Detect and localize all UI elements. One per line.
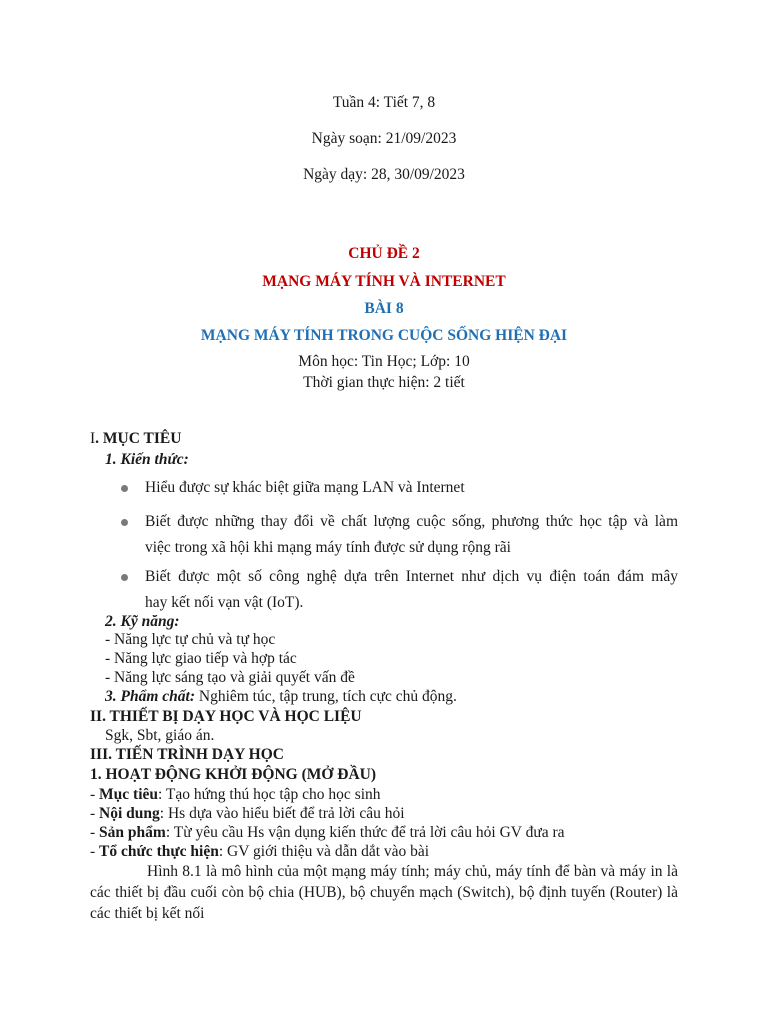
item-label: Sản phẩm [99,824,166,841]
subject-line: Môn học: Tin Học; Lớp: 10 [298,353,470,370]
activity-1-heading: 1. HOẠT ĐỘNG KHỞI ĐỘNG (MỞ ĐẦU) [90,766,377,783]
section-3-heading: III. TIẾN TRÌNH DẠY HỌC [90,746,284,763]
lesson-name: MẠNG MÁY TÍNH TRONG CUỘC SỐNG HIỆN ĐẠI [200,327,568,344]
skill-item-1: - Năng lực tự chủ và tự học [105,631,276,648]
topic-title: CHỦ ĐỀ 2 [348,245,420,262]
knowledge-bullet-1: Hiểu được sự khác biệt giữa mạng LAN và Internet [145,479,465,496]
knowledge-bullet-3-line-2: hay kết nối vạn vật (IoT). [145,594,304,611]
quality-heading: 3. Phẩm chất: [105,688,195,705]
skill-item-3: - Năng lực sáng tạo và giải quyết vấn đề [105,669,355,686]
activity-item-objective [90,786,381,804]
item-text: : Hs dựa vào hiểu biết để trả lời câu hỏi [159,805,405,822]
lesson-number: BÀI 8 [364,300,404,317]
activity-paragraph: Hình 8.1 là mô hình của một mạng máy tính; máy chủ, máy tính để bàn và máy in là các thiết bị đầu cuối còn bộ chia (HUB), bộ chuyển mạch (Switch), bộ định tuyến (Router) là các thiết bị kết nối [90,863,678,922]
item-text: : GV giới thiệu và dẫn dắt vào bài [218,843,430,860]
knowledge-bullet-2-line-2: việc trong xã hội khi mạng máy tính được sử dụng rộng rãi [145,539,511,556]
section-2-heading: II. THIẾT BỊ DẠY HỌC VÀ HỌC LIỆU [90,708,362,725]
item-prefix: - [90,824,100,841]
activity-item-organization [90,843,429,861]
bullet-dot [121,574,128,581]
item-label: Mục tiêu [99,786,159,803]
item-prefix: - [90,843,100,860]
item-text: : Tạo hứng thú học tập cho học sinh [158,786,381,803]
activity-item-content [90,805,405,823]
bullet-dot [121,485,128,492]
quality-text: Nghiêm túc, tập trung, tích cực chủ động. [195,688,457,705]
item-prefix: - [90,805,100,822]
duration-line: Thời gian thực hiện: 2 tiết [303,374,465,391]
quality-line [105,688,457,706]
topic-name: MẠNG MÁY TÍNH VÀ INTERNET [262,273,506,290]
bullet-dot [121,519,128,526]
section-1-title: . MỤC TIÊU [95,430,182,447]
teach-date-line: Ngày dạy: 28, 30/09/2023 [303,166,465,183]
item-label: Nội dung [99,805,160,822]
knowledge-bullet-3-line-1: Biết được một số công nghệ dựa trên Internet như dịch vụ điện toán đám mây [145,568,678,585]
skills-heading: 2. Kỹ năng: [105,613,180,630]
item-label: Tổ chức thực hiện [99,843,219,860]
activity-item-product [90,824,565,842]
section-1-heading [90,430,181,448]
week-line: Tuần 4: Tiết 7, 8 [332,94,436,111]
skill-item-2: - Năng lực giao tiếp và hợp tác [105,650,297,667]
knowledge-bullet-2-line-1: Biết được những thay đổi về chất lượng cuộc sống, phương thức học tập và làm [145,513,678,530]
section-1-number: I [90,430,96,447]
knowledge-heading: 1. Kiến thức: [105,451,189,468]
item-text: : Từ yêu cầu Hs vận dụng kiến thức để trả lời câu hỏi GV đưa ra [165,824,565,841]
item-prefix: - [90,786,100,803]
section-2-text: Sgk, Sbt, giáo án. [105,727,215,744]
prep-date-line: Ngày soạn: 21/09/2023 [311,130,457,147]
